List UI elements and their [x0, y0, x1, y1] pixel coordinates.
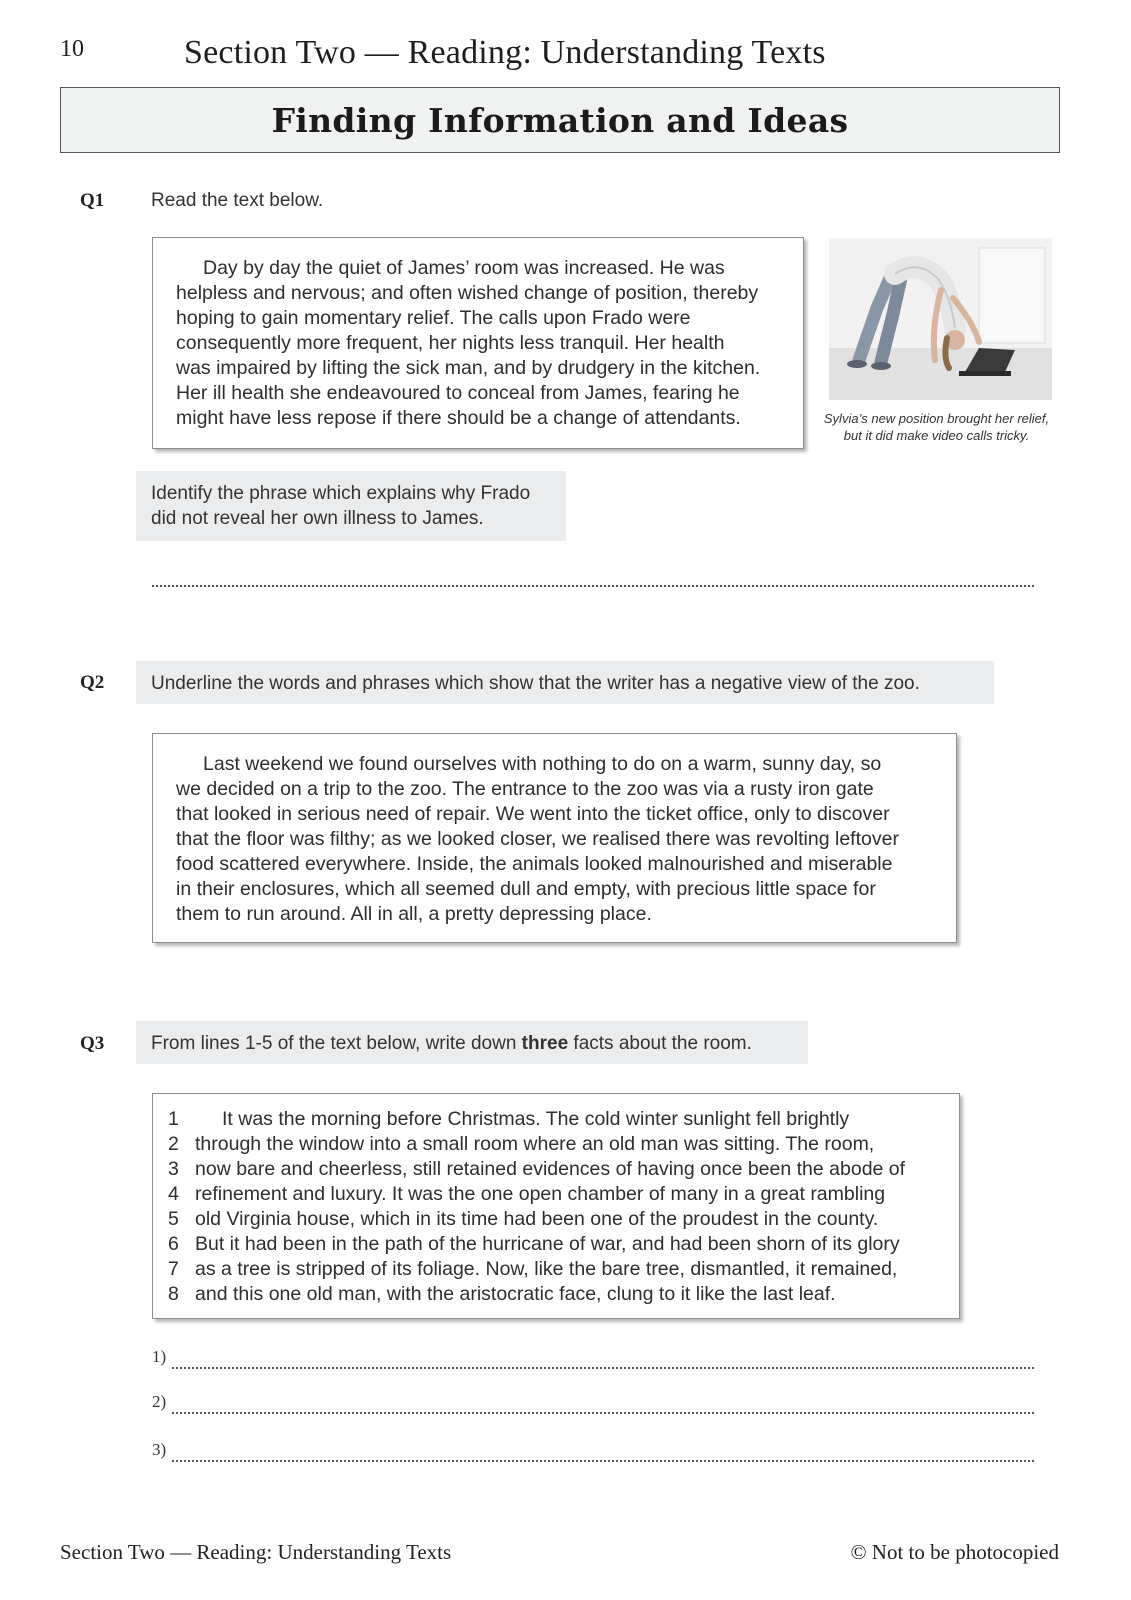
- q3-line: [168, 1157, 951, 1182]
- title-box: [60, 87, 1060, 153]
- page-title: Finding Information and Ideas: [271, 100, 849, 140]
- q1-answer-line[interactable]: [152, 585, 1034, 587]
- line-text: refinement and luxury. It was the one open chamber of many in a great rambling: [195, 1183, 886, 1205]
- q3-line: [168, 1282, 951, 1307]
- q3-line: [168, 1132, 951, 1157]
- q2-passage-line[interactable]: that looked in serious need of repair. We went into the ticket office, only to discover: [176, 803, 890, 825]
- q3-prompt-box: [136, 1021, 808, 1064]
- q2-prompt-box: [136, 661, 994, 704]
- q3-passage-box: [152, 1093, 960, 1319]
- line-number: 3: [168, 1158, 179, 1180]
- woman-bridge-pose-illustration: [829, 238, 1052, 400]
- photo-caption-line: but it did make video calls tricky.: [843, 428, 1030, 443]
- line-text: now bare and cheerless, still retained evidences of having once been the abode of: [195, 1158, 906, 1180]
- answer-line-2[interactable]: [172, 1412, 1034, 1414]
- q2-passage-line[interactable]: we decided on a trip to the zoo. The entrance to the zoo was via a rusty iron gate: [176, 778, 874, 800]
- q3-line: [168, 1207, 951, 1232]
- line-text: But it had been in the path of the hurricane of war, and had been shorn of its glory: [195, 1233, 900, 1255]
- line-number: 4: [168, 1183, 179, 1205]
- footer-copyright: © Not to be photocopied: [850, 1540, 1059, 1564]
- q2-label: Q2: [80, 672, 105, 693]
- photo-caption: [814, 410, 1059, 444]
- q1-prompt-box: [136, 471, 566, 541]
- q2-passage-line[interactable]: Last weekend we found ourselves with nothing to do on a warm, sunny day, so: [203, 753, 882, 775]
- yoga-photo: [829, 238, 1052, 400]
- q3-line: [168, 1257, 951, 1282]
- q2-passage-line[interactable]: that the floor was filthy; as we looked closer, we realised there was revolting leftover: [176, 828, 899, 850]
- answer-label-2: 2): [152, 1392, 167, 1411]
- answer-line-1[interactable]: [172, 1367, 1034, 1369]
- q3-line: [168, 1232, 951, 1257]
- line-text: It was the morning before Christmas. The cold winter sunlight fell brightly: [222, 1108, 850, 1130]
- line-text: and this one old man, with the aristocratic face, clung to it like the last leaf.: [195, 1283, 836, 1305]
- answer-label-3: 3): [152, 1440, 167, 1459]
- q1-passage: [176, 256, 793, 281]
- q3-prompt-before: From lines 1-5 of the text below, write down: [151, 1033, 522, 1054]
- q1-passage-box: [152, 237, 804, 449]
- q1-passage-line: Her ill health she endeavoured to conceal from James, fearing he: [176, 382, 740, 404]
- answer-label-1: 1): [152, 1347, 167, 1366]
- q1-passage-line: consequently more frequent, her nights less tranquil. Her health: [176, 332, 725, 354]
- q1-prompt-line: Identify the phrase which explains why Frado: [151, 483, 531, 504]
- q1-prompt-line: did not reveal her own illness to James.: [151, 508, 484, 529]
- line-number: 6: [168, 1233, 179, 1255]
- q1-label: Q1: [80, 190, 105, 211]
- q1-passage-line: was impaired by lifting the sick man, and by drudgery in the kitchen.: [176, 357, 761, 379]
- q3-label: Q3: [80, 1033, 105, 1054]
- line-number: 5: [168, 1208, 179, 1230]
- page-number: 10: [60, 36, 84, 62]
- q3-prompt-after: facts about the room.: [568, 1033, 752, 1054]
- q2-passage-box[interactable]: [152, 733, 957, 943]
- answer-line-3[interactable]: [172, 1460, 1034, 1462]
- q2-passage-line[interactable]: in their enclosures, which all seemed dull and empty, with precious little space for: [176, 878, 876, 900]
- q1-passage-line: Day by day the quiet of James’ room was increased. He was: [203, 257, 725, 279]
- q1-passage-line: hoping to gain momentary relief. The calls upon Frado were: [176, 307, 691, 329]
- line-text: through the window into a small room where an old man was sitting. The room,: [195, 1133, 875, 1155]
- q1-instruction: Read the text below.: [151, 190, 324, 211]
- q1-passage-line: might have less repose if there should be a change of attendants.: [176, 407, 741, 429]
- line-number: 7: [168, 1258, 179, 1280]
- line-number: 8: [168, 1283, 179, 1305]
- q1-passage-line: helpless and nervous; and often wished change of position, thereby: [176, 282, 759, 304]
- line-text: old Virginia house, which in its time had been one of the proudest in the county.: [195, 1208, 879, 1230]
- q3-prompt-bold: three: [521, 1033, 569, 1054]
- q2-prompt: Underline the words and phrases which show that the writer has a negative view of the zoo.: [151, 673, 920, 694]
- line-text: as a tree is stripped of its foliage. Now, like the bare tree, dismantled, it remained,: [195, 1258, 898, 1280]
- q2-passage-line[interactable]: food scattered everywhere. Inside, the animals looked malnourished and miserable: [176, 853, 893, 875]
- footer-section: Section Two — Reading: Understanding Texts: [60, 1540, 452, 1564]
- q3-line: [168, 1107, 951, 1132]
- q2-passage-line[interactable]: them to run around. All in all, a pretty depressing place.: [176, 903, 652, 925]
- line-number: 1: [168, 1108, 179, 1130]
- line-number: 2: [168, 1133, 179, 1155]
- photo-caption-line: Sylvia’s new position brought her relief,: [823, 411, 1050, 426]
- section-header: Section Two — Reading: Understanding Texts: [184, 34, 826, 71]
- q3-line: [168, 1182, 951, 1207]
